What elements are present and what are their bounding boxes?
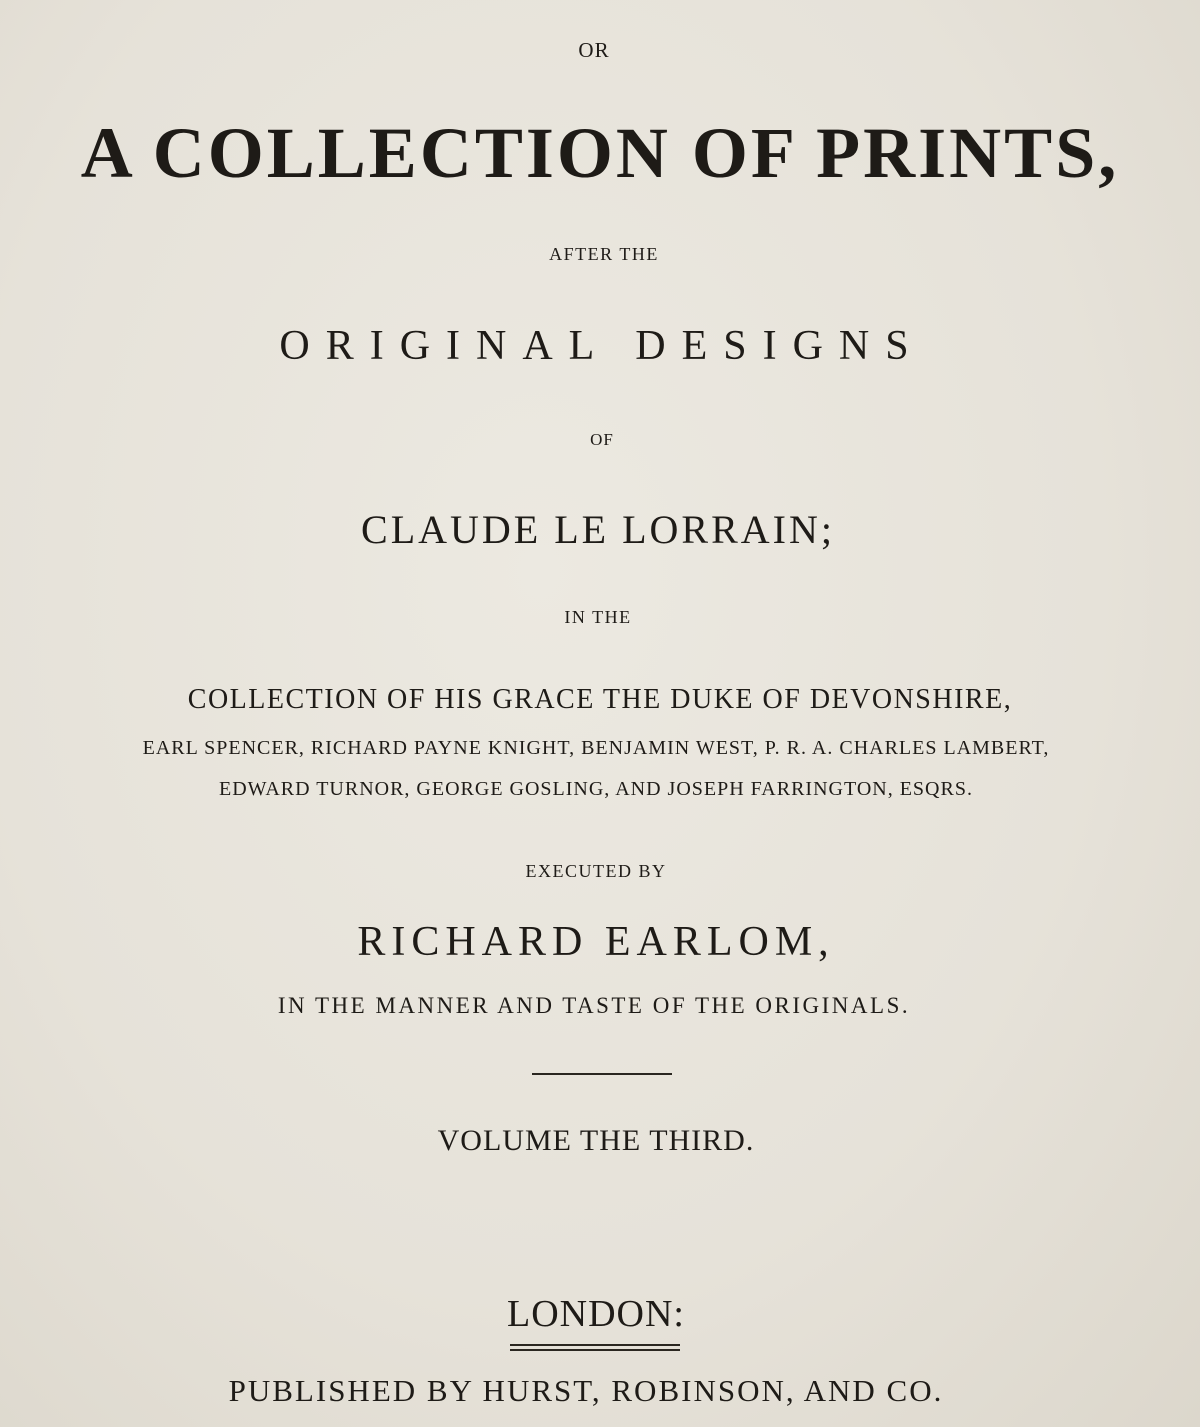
after-the-line: AFTER THE bbox=[549, 244, 659, 264]
of-line: OF bbox=[590, 430, 614, 449]
or-line: OR bbox=[578, 38, 610, 62]
in-the-line: IN THE bbox=[564, 607, 632, 627]
collection-line-3: EDWARD TURNOR, GEORGE GOSLING, AND JOSEPH FARRINGTON, ESQRS. bbox=[219, 778, 973, 800]
volume-line: VOLUME THE THIRD. bbox=[437, 1124, 755, 1157]
collection-line-2: EARL SPENCER, RICHARD PAYNE KNIGHT, BENJAMIN WEST, P. R. A. CHARLES LAMBERT, bbox=[142, 737, 1050, 759]
manner-line: IN THE MANNER AND TASTE OF THE ORIGINALS. bbox=[277, 993, 911, 1018]
divider-rule bbox=[532, 1073, 672, 1075]
publisher-line: PUBLISHED BY HURST, ROBINSON, AND CO. bbox=[228, 1373, 944, 1408]
imprint-city: LONDON: bbox=[507, 1293, 685, 1335]
double-rule-bottom bbox=[510, 1349, 680, 1351]
main-title: A COLLECTION OF PRINTS, bbox=[80, 113, 1120, 193]
artist-name: CLAUDE LE LORRAIN; bbox=[361, 507, 835, 552]
double-rule-top bbox=[510, 1344, 680, 1346]
collection-line-1: COLLECTION OF HIS GRACE THE DUKE OF DEVONSHIRE, bbox=[187, 684, 1013, 715]
executed-by-line: EXECUTED BY bbox=[525, 861, 667, 881]
engraver-name: RICHARD EARLOM, bbox=[357, 919, 835, 965]
original-designs-heading: ORIGINAL DESIGNS bbox=[279, 323, 925, 369]
